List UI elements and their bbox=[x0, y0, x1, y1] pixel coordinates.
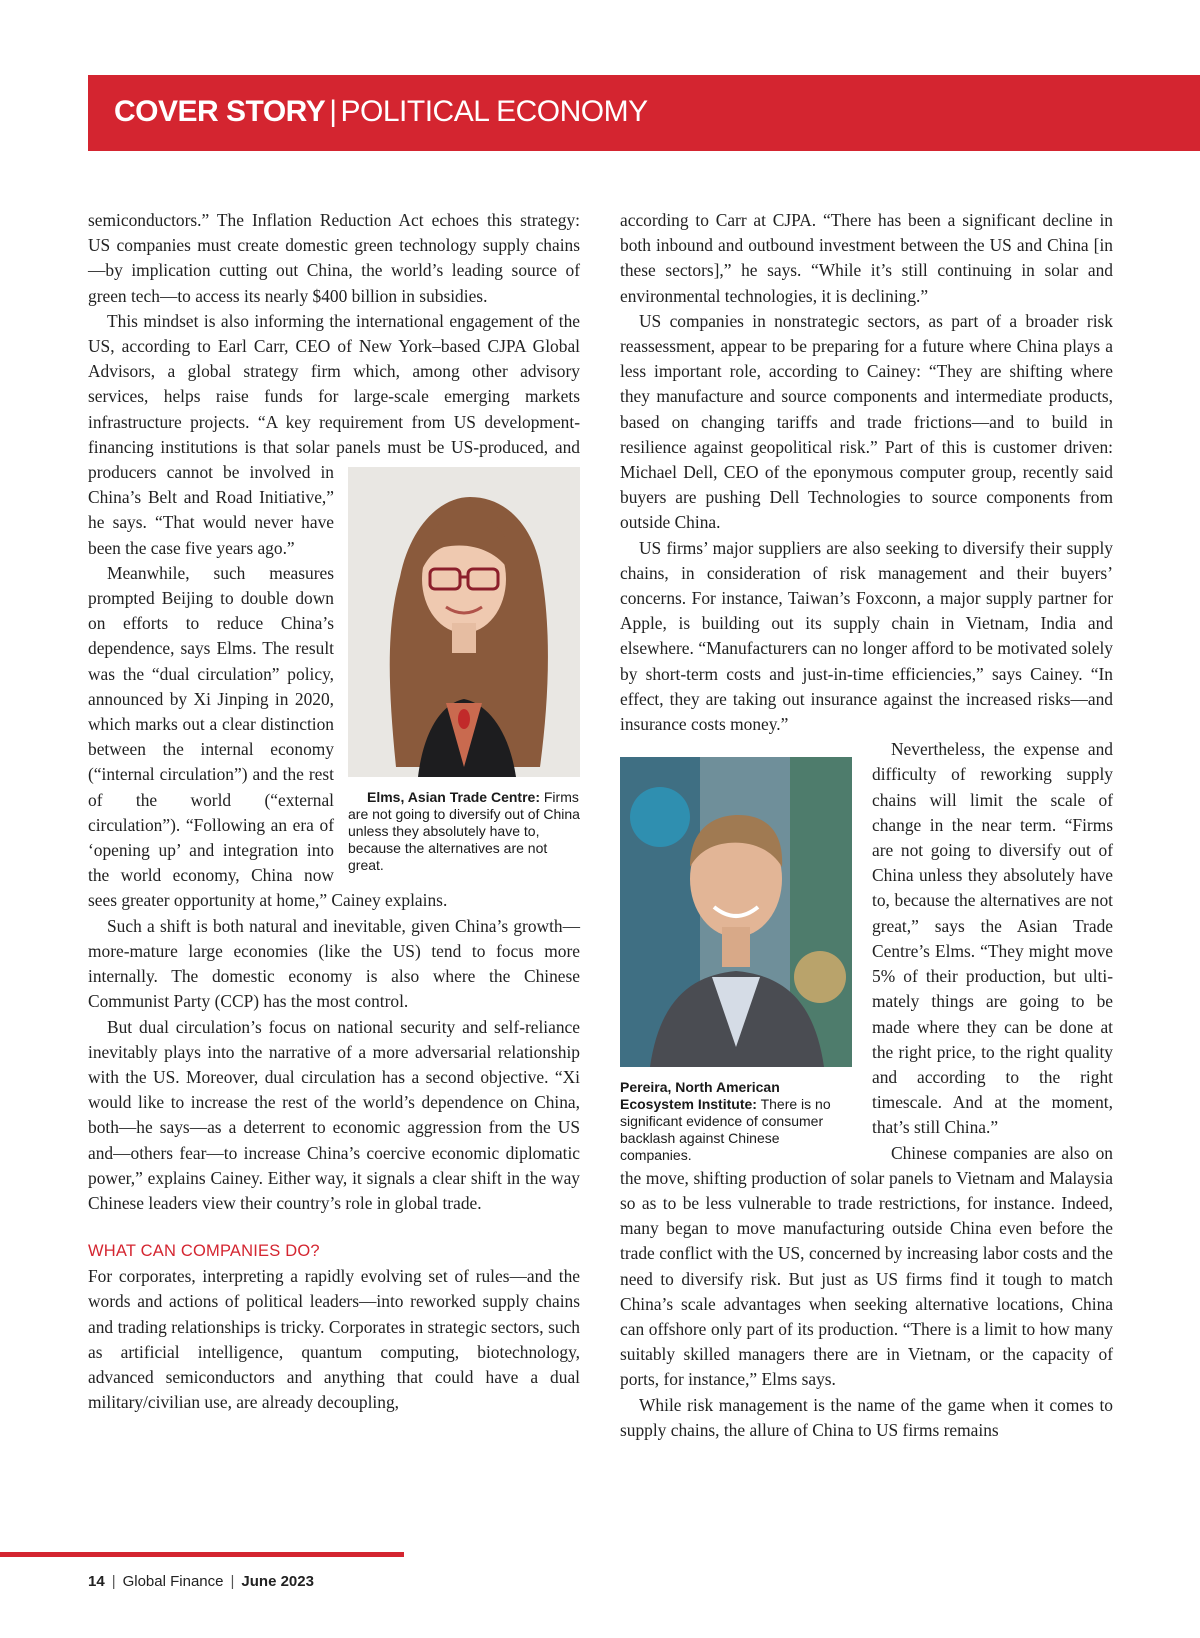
paragraph: Such a shift is both natural and inevitable, given China’s growth—more-mature large economies (like the US) tend to focus more internally. The domestic economy is also where the Chinese Communist Party (CCP) has the most control. bbox=[88, 915, 580, 1012]
page-number: 14 bbox=[88, 1573, 105, 1590]
pereira-portrait-photo bbox=[620, 757, 852, 1067]
paragraph: semiconductors.” The Inflation Reduction Act echoes this strategy: US companies must create domestic green technology supply chains—by implication cutting out China, the world’s leading source of green tech—to access its nearly $400 billion in subsidies. bbox=[88, 210, 580, 306]
figure-pereira bbox=[620, 757, 852, 1164]
article-column-left bbox=[88, 208, 580, 1415]
footer-divider: | bbox=[230, 1573, 235, 1590]
figure-caption bbox=[348, 789, 580, 874]
footer-rule bbox=[0, 1552, 404, 1557]
paragraph: While risk management is the name of the game when it comes to supply chains, the allure of China to US firms remains bbox=[620, 1394, 1113, 1440]
article-column-right bbox=[620, 208, 1113, 1443]
section-title bbox=[114, 95, 648, 129]
banner-section: POLITICAL ECONOMY bbox=[340, 95, 648, 128]
figure-caption bbox=[620, 1079, 852, 1164]
figure-elms bbox=[348, 467, 580, 874]
banner-separator: | bbox=[329, 95, 337, 128]
footer-divider: | bbox=[111, 1573, 116, 1590]
paragraph-text: US-produced, and producers cannot be involved in China’s Belt and Road Initiative,” he says. “That would never have been the case five years ago.” bbox=[88, 436, 580, 558]
elms-portrait-photo bbox=[348, 467, 580, 777]
paragraph: Nevertheless, the expense and difficulty of reworking supply chains will limit the scale of change in the near term. “Firms are not going to diversify out of China unless they absolutely have to, because the alternatives are not great,” says the Asian Trade Centre’s Elms. “They might move 5% of their production, but ultimately things are going to be made where they can be done at the right price, to the right quality and according to the right timescale. And at the moment, that’s still China.” bbox=[872, 739, 1113, 1138]
caption-text: There is no significant evidence of consumer backlash against Chinese companies. bbox=[620, 1096, 831, 1164]
paragraph: Meanwhile, such measures prompted Beijing to double down on efforts to reduce China’s dependence, says Elms. The result was the “dual circulation” policy, announced by Xi Jinping in 2020, which marks out a clear distinction between the internal economy (“internal circulation”) and the rest of the world (“external circulation”). “Following an era of ‘opening up’ and integration into the world economy, China now sees greater opportunity at home,” Cainey explains. bbox=[88, 562, 448, 911]
paragraph: US firms’ major suppliers are also seeking to diversify their supply chains, in consideration of risk management and their buyers’ concerns. For instance, Taiwan’s Foxconn, a major supply partner for Apple, is building out its supply chain in Vietnam, India and elsewhere. “Manufacturers can no longer afford to be motivated solely by short-term costs and just-in-time efficiencies,” says Cainey. “In effect, they are taking out insurance against the increased risks—and insurance costs money.” bbox=[620, 537, 1113, 735]
paragraph: according to Carr at CJPA. “There has been a significant decline in both inbound and outbound investment between the US and China [in these sectors],” he says. “While it’s still continuing in solar and environmental technologies, it is declining.” bbox=[620, 210, 1113, 306]
issue-date: June 2023 bbox=[241, 1573, 314, 1590]
publication-name: Global Finance bbox=[122, 1573, 224, 1590]
caption-name: Elms, Asian Trade Centre: bbox=[367, 789, 540, 806]
caption-text: Firms are not going to diversify out of China unless they absolutely have to, because the alternatives are not great. bbox=[348, 789, 580, 874]
caption-name: Pereira, North American Ecosystem Institute: bbox=[620, 1079, 780, 1113]
paragraph: For corporates, interpreting a rapidly evolving set of rules—and the words and actions of political leaders—into reworked supply chains and trading relationships is tricky. Corporates in strategic sectors, such as artificial intelligence, quantum computing, biotechnology, advanced semiconductors and anything that could have a dual military/civilian use, are already decoupling, bbox=[88, 1266, 580, 1413]
banner-kicker: COVER STORY bbox=[114, 95, 326, 128]
section-heading: WHAT CAN COMPANIES DO? bbox=[88, 1242, 320, 1261]
paragraph: But dual circulation’s focus on national security and self-reliance inevitably plays into the narrative of a more adversarial relationship with the US. Moreover, dual circulation has a second objective. “Xi would like to increase the rest of the world’s dependence on China, both—he says—as a deterrent to economic aggression from the US and—others fear—to increase China’s coercive economic diplomatic power,” explains Cainey. Either way, it signals a clear shift in the way Chinese leaders view their country’s role in global trade. bbox=[88, 1016, 580, 1213]
paragraph: US companies in nonstrategic sectors, as part of a broader risk reassessment, appear to be preparing for a future where China plays a less important role, according to Cainey: “They are shifting where they manufacture and source components and intermediate products, based on changing tariffs and trade frictions—and to build in resilience against geopolitical risk.” Part of this is customer driven: Michael Dell, CEO of the eponymous computer group, recently said buyers are pushing Dell Technologies to source components from outside China. bbox=[620, 310, 1113, 533]
page-footer bbox=[88, 1573, 314, 1590]
paragraph-text: This mindset is also informing the international engagement of the US, according to Earl Carr, CEO of New York–based CJPA Global Advisors, a global strategy firm which, among other advisory services, helps raise funds for large-scale emerging markets infrastructure projects. “A key requirement from US development-financing institutions is that solar panels must be bbox=[88, 310, 580, 457]
section-banner bbox=[88, 75, 1200, 151]
paragraph: Chinese companies are also on the move, shifting production of solar panels to Vietnam and Malaysia so as to be less vulnerable to trade restrictions, for instance. Indeed, many began to move manufacturing outside China even before the trade conflict with the US, concerned by increasing labor costs and the need to diversify risk. But just as US firms find it tough to match China’s scale advantages when seeking alternative locations, China can offshore only part of its production. “There is a limit to how many suitably skilled managers there are in Vietnam, or the capacity of ports, for instance,” Elms says. bbox=[620, 1142, 1113, 1390]
